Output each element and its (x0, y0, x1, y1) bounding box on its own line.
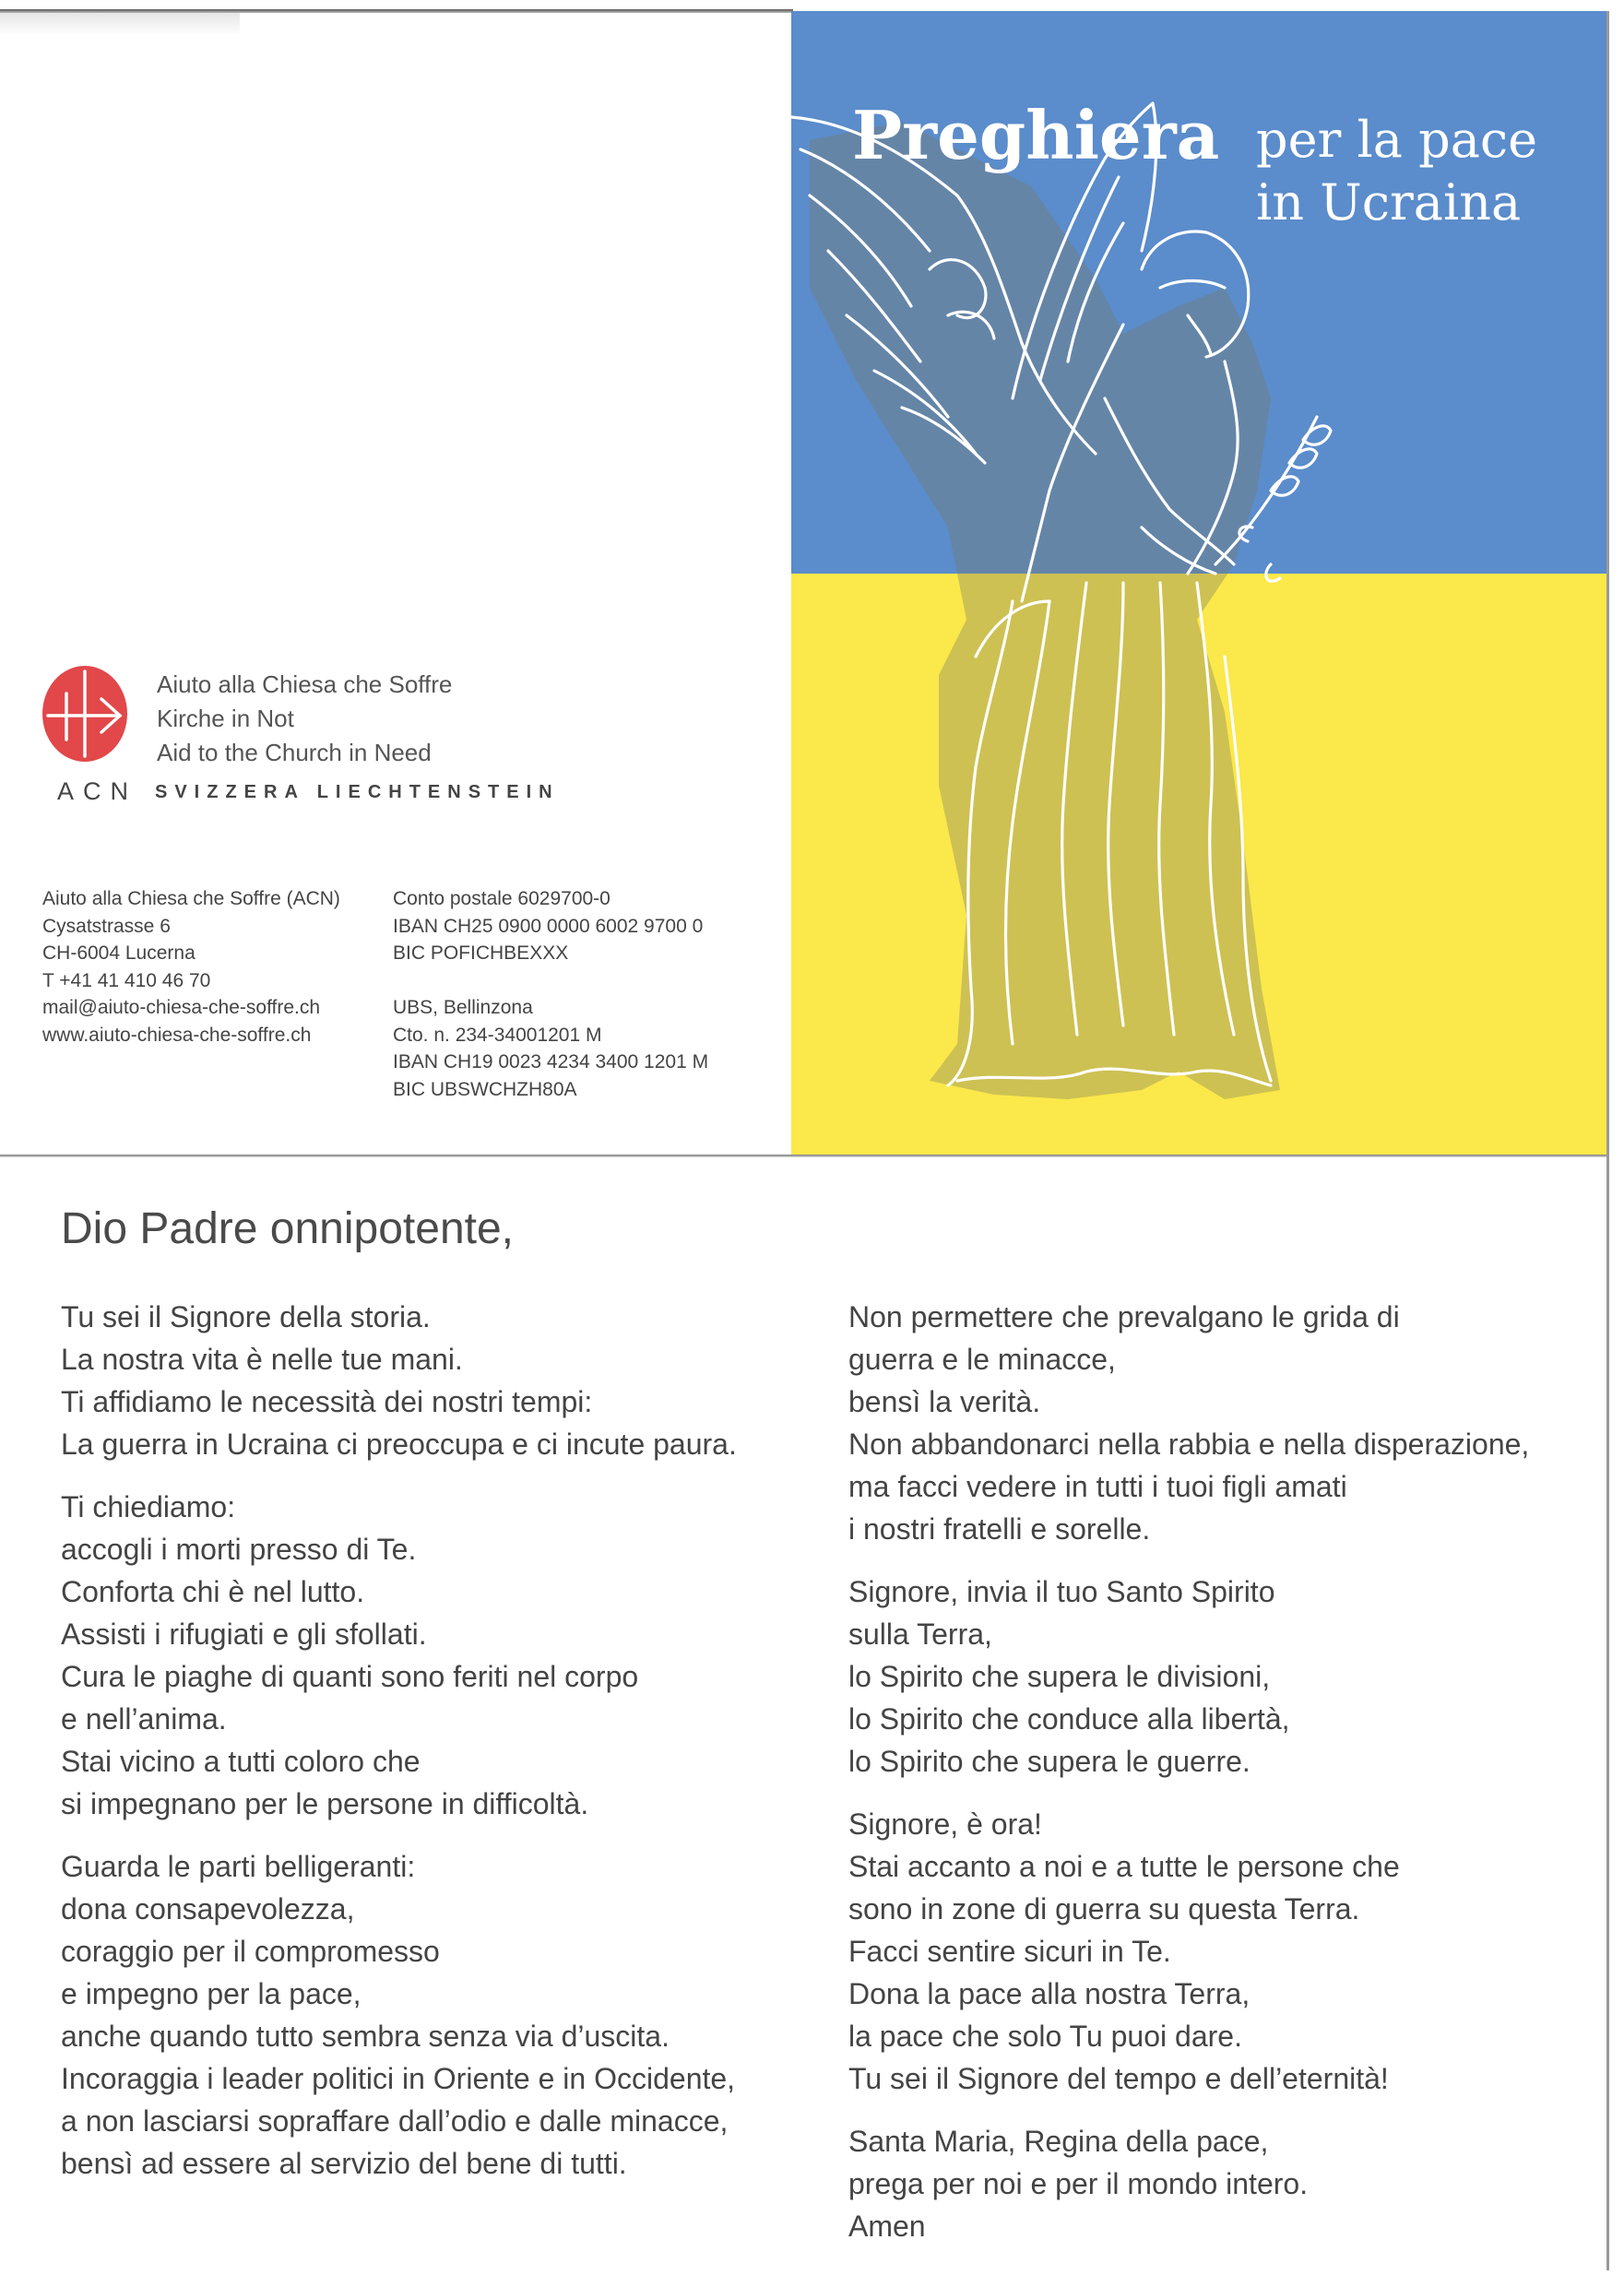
address-block (42, 885, 340, 1049)
stanza (848, 1570, 1529, 1783)
prayer-line: accogli i morti presso di Te. (61, 1533, 417, 1566)
cover-title: Preghiera (852, 96, 1220, 174)
org-region: SVIZZERA LIECHTENSTEIN (155, 782, 560, 802)
prayer-left-column (61, 1296, 737, 2205)
prayer-line: La guerra in Ucraina ci preoccupa e ci incute paura. (61, 1428, 737, 1461)
prayer-line: a non lasciarsi sopraffare dall’odio e dalle minacce, (61, 2104, 729, 2138)
prayer-line: Stai vicino a tutti coloro che (61, 1745, 421, 1778)
address-website[interactable]: www.aiuto-chiesa-che-soffre.ch (42, 1024, 312, 1046)
prayer-line: bensì la verità. (848, 1385, 1041, 1418)
stanza (848, 1296, 1529, 1550)
prayer-line: lo Spirito che conduce alla libertà, (848, 1702, 1290, 1736)
prayer-line: Conforta chi è nel lutto. (61, 1575, 365, 1608)
prayer-line: i nostri fratelli e sorelle. (848, 1512, 1151, 1546)
bank-bic: BIC UBSWCHZH80A (393, 1078, 577, 1100)
prayer-title: Dio Padre onnipotente, (61, 1204, 515, 1253)
address-phone: T +41 41 410 46 70 (42, 969, 211, 991)
stanza (848, 2120, 1529, 2247)
prayer-line: si impegnano per le persone in difficoltà. (61, 1787, 589, 1820)
scan-shadow (0, 13, 240, 35)
prayer-line: Incoraggia i leader politici in Oriente e in Occidente, (61, 2062, 736, 2095)
postal-iban: IBAN CH25 0900 0000 6002 9700 0 (393, 915, 704, 937)
stanza (61, 1845, 737, 2185)
prayer-line: anche quando tutto sembra senza via d’uscita. (61, 2020, 670, 2053)
postal-account: Conto postale 6029700-0 (393, 888, 610, 909)
org-acronym: ACN (57, 777, 138, 805)
prayer-line: Non abbandonarci nella rabbia e nella disperazione, (848, 1428, 1530, 1461)
prayer-line: Tu sei il Signore del tempo e dell’eternità! (848, 2062, 1389, 2095)
cover-subtitle-line-2: in Ucraina (1256, 173, 1522, 231)
prayer-line: dona consapevolezza, (61, 1892, 355, 1926)
stanza (61, 1296, 737, 1465)
prayer-line: bensì ad essere al servizio del bene di tutti. (61, 2147, 627, 2180)
stanza (61, 1486, 737, 1825)
postal-bic: BIC POFICHBEXXX (393, 942, 569, 964)
prayer-line: Cura le piaghe di quanti sono feriti nel corpo (61, 1660, 639, 1693)
cover-panel (791, 11, 1606, 1155)
org-name-italian: Aiuto alla Chiesa che Soffre (157, 670, 453, 698)
fold-line (0, 1155, 1606, 1157)
address-email[interactable]: mail@aiuto-chiesa-che-soffre.ch (42, 997, 321, 1018)
prayer-line: Amen (848, 2210, 926, 2243)
bank-details (393, 885, 708, 1103)
prayer-line: lo Spirito che supera le guerre. (848, 1745, 1251, 1778)
prayer-line: Signore, è ora! (848, 1807, 1042, 1841)
prayer-line: coraggio per il compromesso (61, 1935, 440, 1968)
bank-name: UBS, Bellinzona (393, 997, 533, 1018)
prayer-line: e impegno per la pace, (61, 1977, 362, 2010)
spacer (393, 967, 708, 995)
prayer-line: Ti affidiamo le necessità dei nostri tempi: (61, 1385, 593, 1418)
prayer-right-column (848, 1296, 1529, 2268)
prayer-line: Signore, invia il tuo Santo Spirito (848, 1575, 1275, 1608)
prayer-line: Assisti i rifugiati e gli sfollati. (61, 1617, 427, 1651)
prayer-line: lo Spirito che supera le divisioni, (848, 1660, 1271, 1693)
prayer-line: Tu sei il Signore della storia. (61, 1300, 431, 1333)
prayer-line: ma facci vedere in tutti i tuoi figli amati (848, 1470, 1347, 1503)
cover-subtitle (1256, 109, 1537, 234)
organization-names (157, 668, 452, 770)
prayer-line: la pace che solo Tu puoi dare. (848, 2020, 1242, 2053)
prayer-line: prega per noi e per il mondo intero. (848, 2167, 1309, 2200)
prayer-line: sulla Terra, (848, 1617, 992, 1651)
prayer-line: Ti chiediamo: (61, 1490, 236, 1523)
cover-subtitle-line-1: per la pace (1256, 111, 1538, 169)
prayer-line: Guarda le parti belligeranti: (61, 1850, 416, 1883)
prayer-line: e nell’anima. (61, 1702, 227, 1736)
prayer-line: Stai accanto a noi e a tutte le persone che (848, 1850, 1400, 1883)
bank-iban: IBAN CH19 0023 4234 3400 1201 M (393, 1051, 709, 1072)
address-street: Cysatstrasse 6 (42, 915, 171, 937)
org-name-german: Kirche in Not (157, 705, 294, 732)
page-right-edge (1606, 11, 1609, 2270)
prayer-line: La nostra vita è nelle tue mani. (61, 1343, 463, 1376)
org-name-english: Aid to the Church in Need (157, 739, 432, 766)
prayer-line: sono in zone di guerra su questa Terra. (848, 1892, 1360, 1926)
address-city: CH-6004 Lucerna (42, 942, 196, 964)
prayer-line: Dona la pace alla nostra Terra, (848, 1977, 1251, 2010)
cross-arrow-icon (42, 666, 127, 762)
prayer-line: Non permettere che prevalgano le grida di (848, 1300, 1400, 1333)
prayer-line: Santa Maria, Regina della pace, (848, 2125, 1269, 2158)
stanza (848, 1803, 1529, 2100)
bank-account: Cto. n. 234-34001201 M (393, 1024, 602, 1046)
prayer-line: guerra e le minacce, (848, 1343, 1116, 1376)
prayer-line: Facci sentire sicuri in Te. (848, 1935, 1171, 1968)
address-org: Aiuto alla Chiesa che Soffre (ACN) (42, 888, 340, 909)
